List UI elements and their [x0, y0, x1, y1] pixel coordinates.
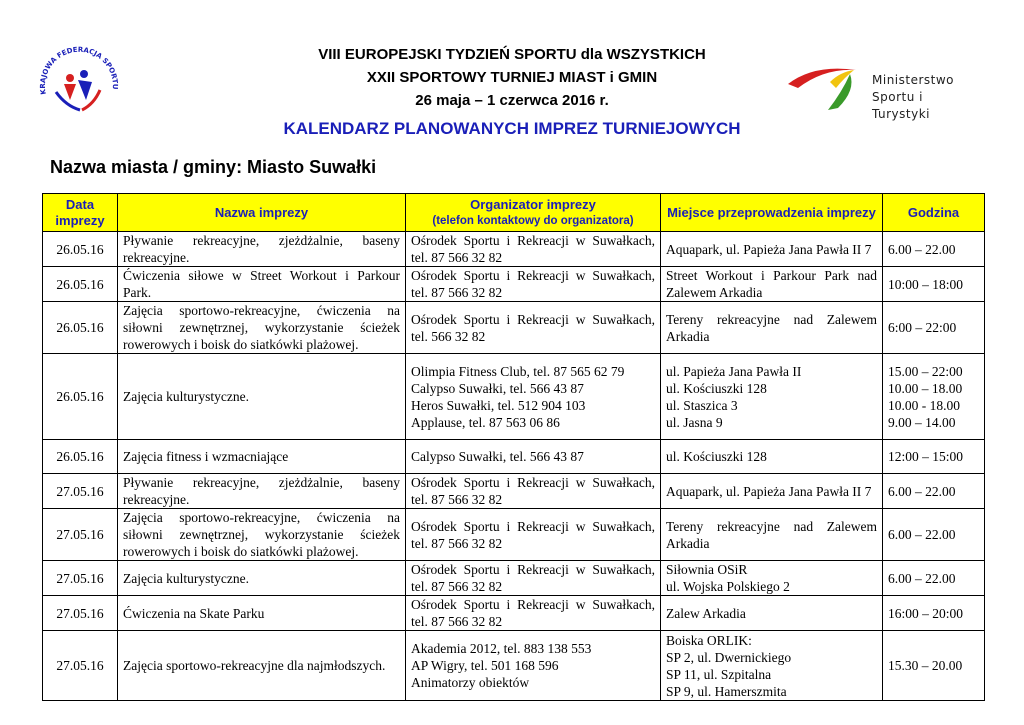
- header-place: Miejsce przeprowadzenia imprezy: [661, 194, 883, 232]
- table-row: [43, 631, 985, 701]
- row-place: Tereny rekreacyjne nad Zalewem Arkadia: [661, 509, 883, 561]
- table-row: [43, 474, 985, 509]
- calendar-title: KALENDARZ PLANOWANYCH IMPREZ TURNIEJOWYCH: [283, 119, 741, 138]
- header-time: Godzina: [883, 194, 985, 232]
- event-dates: 26 maja – 1 czerwca 2016 r.: [415, 92, 609, 109]
- row-time: 6.00 – 22.00: [883, 509, 985, 561]
- place-line: SP 11, ul. Szpitalna: [666, 666, 772, 682]
- row-place: Zalew Arkadia: [661, 596, 883, 631]
- place-line: ul. Wojska Polskiego 2: [666, 579, 790, 594]
- row-organizer: [406, 631, 661, 701]
- event-title: VIII EUROPEJSKI TYDZIEŃ SPORTU dla WSZYSTKICH: [318, 46, 706, 63]
- row-name: Zajęcia kulturystyczne.: [118, 354, 406, 440]
- row-place: ul. Kościuszki 128: [661, 440, 883, 474]
- row-name: Zajęcia fitness i wzmacniające: [118, 440, 406, 474]
- header-date: Data imprezy: [43, 194, 118, 232]
- place-line: ul. Staszica 3: [666, 397, 738, 413]
- header-organizer: [406, 194, 661, 232]
- organizer-line: AP Wigry, tel. 501 168 596: [411, 658, 559, 673]
- row-time: [883, 354, 985, 440]
- row-date: 26.05.16: [43, 440, 118, 474]
- table-row: [43, 267, 985, 302]
- place-line: Boiska ORLIK:: [666, 632, 752, 648]
- row-date: 27.05.16: [43, 509, 118, 561]
- row-time: 12:00 – 15:00: [883, 440, 985, 474]
- ministry-logo-line1: Ministerstwo: [872, 73, 955, 87]
- organizer-line-text: Calypso Suwałki, tel. 566 43 87: [411, 380, 584, 396]
- row-date: 27.05.16: [43, 596, 118, 631]
- row-time: 6.00 – 22.00: [883, 474, 985, 509]
- row-place: Aquapark, ul. Papieża Jana Pawła II 7: [661, 232, 883, 267]
- row-organizer: Calypso Suwałki, tel. 566 43 87: [406, 440, 661, 474]
- row-time: 15.30 – 20.00: [883, 631, 985, 701]
- row-time: 6.00 – 22.00: [883, 561, 985, 596]
- row-name: Zajęcia sportowo-rekreacyjne dla najmłodszych.: [118, 631, 406, 701]
- row-place: [661, 631, 883, 701]
- time-line: 10.00 – 18.00: [888, 380, 963, 396]
- row-date: 26.05.16: [43, 232, 118, 267]
- place-line: SP 2, ul. Dwernickiego: [666, 649, 792, 665]
- place-line: SP 9, ul. Hamerszmita: [666, 683, 787, 699]
- organizer-line: Olimpia Fitness Club, tel. 87 565 62 79: [411, 363, 625, 379]
- table-row: [43, 354, 985, 440]
- row-place: Aquapark, ul. Papieża Jana Pawła II 7: [661, 474, 883, 509]
- row-organizer: Ośrodek Sportu i Rekreacji w Suwałkach, tel. 566 32 82: [406, 302, 661, 354]
- row-date: 26.05.16: [43, 354, 118, 440]
- time-line: 10.00 - 18.00: [888, 397, 960, 413]
- header-organizer-sub: (telefon kontaktowy do organizatora): [432, 214, 634, 227]
- row-date: 26.05.16: [43, 267, 118, 302]
- row-place: [661, 561, 883, 596]
- place-line: ul. Jasna 9: [666, 414, 723, 430]
- row-organizer: Ośrodek Sportu i Rekreacji w Suwałkach, tel. 87 566 32 82: [406, 267, 661, 302]
- row-date: 27.05.16: [43, 561, 118, 596]
- events-table: [42, 193, 985, 701]
- row-name: Pływanie rekreacyjne, zjeżdżalnie, baseny rekreacyjne.: [118, 474, 406, 509]
- row-organizer: [406, 354, 661, 440]
- table-row: [43, 232, 985, 267]
- row-time: 6.00 – 22.00: [883, 232, 985, 267]
- table-row: [43, 302, 985, 354]
- row-organizer: Ośrodek Sportu i Rekreacji w Suwałkach, tel. 87 566 32 82: [406, 561, 661, 596]
- place-line: ul. Papieża Jana Pawła II: [666, 363, 802, 379]
- place-line: Siłownia OSiR: [666, 562, 748, 577]
- row-name: Ćwiczenia na Skate Parku: [118, 596, 406, 631]
- row-organizer: Ośrodek Sportu i Rekreacji w Suwałkach, tel. 87 566 32 82: [406, 509, 661, 561]
- row-place: Tereny rekreacyjne nad Zalewem Arkadia: [661, 302, 883, 354]
- row-name: Pływanie rekreacyjne, zjeżdżalnie, baseny rekreacyjne.: [118, 232, 406, 267]
- table-header-row: [43, 194, 985, 232]
- city-name: Nazwa miasta / gminy: Miasto Suwałki: [50, 157, 377, 177]
- organizer-line: Akademia 2012, tel. 883 138 553: [411, 641, 592, 656]
- header-name: Nazwa imprezy: [118, 194, 406, 232]
- row-name: Zajęcia sportowo-rekreacyjne, ćwiczenia na siłowni zewnętrznej, wykorzystanie ścieżek rowerowych i boisk do siatkówki plażowej.: [118, 302, 406, 354]
- row-name: Ćwiczenia siłowe w Street Workout i Parkour Park.: [118, 267, 406, 302]
- organizer-line: [411, 380, 655, 397]
- row-organizer: Ośrodek Sportu i Rekreacji w Suwałkach, tel. 87 566 32 82: [406, 596, 661, 631]
- row-place: [661, 354, 883, 440]
- row-name: Zajęcia sportowo-rekreacyjne, ćwiczenia na siłowni zewnętrznej, wykorzystanie ścieżek rowerowych i boisk do siatkówki plażowej.: [118, 509, 406, 561]
- row-date: 27.05.16: [43, 474, 118, 509]
- organizer-line: Animatorzy obiektów: [411, 675, 530, 690]
- time-line: 15.00 – 22:00: [888, 363, 963, 379]
- row-date: 26.05.16: [43, 302, 118, 354]
- row-time: 10:00 – 18:00: [883, 267, 985, 302]
- organizer-line: Heros Suwałki, tel. 512 904 103: [411, 397, 586, 413]
- place-line: ul. Kościuszki 128: [666, 380, 767, 396]
- organizer-line: Applause, tel. 87 563 06 86: [411, 414, 560, 430]
- tournament-title: XXII SPORTOWY TURNIEJ MIAST i GMIN: [366, 69, 658, 86]
- table-row: [43, 596, 985, 631]
- row-place: Street Workout i Parkour Park nad Zalewem Arkadia: [661, 267, 883, 302]
- row-time: 6:00 – 22:00: [883, 302, 985, 354]
- table-row: [43, 561, 985, 596]
- ministry-logo-line2: Sportu i Turystyki: [872, 90, 930, 121]
- table-row: [43, 440, 985, 474]
- row-organizer: Ośrodek Sportu i Rekreacji w Suwałkach, tel. 87 566 32 82: [406, 232, 661, 267]
- row-name: Zajęcia kulturystyczne.: [118, 561, 406, 596]
- time-line: 9.00 – 14.00: [888, 414, 956, 430]
- row-organizer: Ośrodek Sportu i Rekreacji w Suwałkach, tel. 87 566 32 82: [406, 474, 661, 509]
- header-organizer-label: Organizator imprezy: [470, 196, 596, 212]
- row-time: 16:00 – 20:00: [883, 596, 985, 631]
- row-date: 27.05.16: [43, 631, 118, 701]
- federation-logo-text: KRAJOWA FEDERACJA SPORTU: [38, 45, 120, 96]
- table-row: [43, 509, 985, 561]
